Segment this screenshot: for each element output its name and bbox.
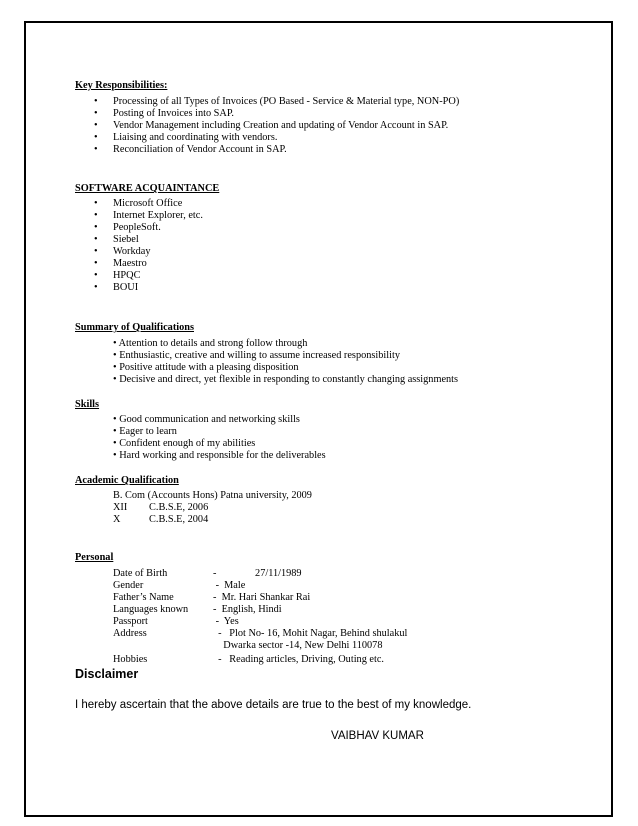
list-item: • Decisive and direct, yet flexible in responding to constantly changing assignments [113,374,459,385]
personal-heading: Personal [75,552,114,563]
personal-value: - Mr. Hari Shankar Rai [213,592,311,603]
academic-row: XII [113,502,128,513]
signature-name: VAIBHAV KUMAR [331,730,424,742]
academic-row: B. Com (Accounts Hons) Patna university, 2009 [113,490,312,501]
list-item: • Hard working and responsible for the deliverables [113,450,326,461]
academic-row: X [113,514,121,525]
personal-label: Languages known [113,604,189,615]
personal-label: Date of Birth [113,568,168,579]
personal-value: - Reading articles, Driving, Outing etc. [213,654,384,665]
disclaimer-heading: Disclaimer [75,667,139,681]
skills-heading: Skills [75,399,100,410]
academic-board: C.B.S.E, 2004 [149,514,209,525]
list-item: • Attention to details and strong follow through [113,338,308,349]
personal-label: Father’s Name [113,592,174,603]
personal-value: - Plot No- 16, Mohit Nagar, Behind shulakul [213,628,408,639]
personal-label: Passport [113,616,148,627]
list-item: • Positive attitude with a pleasing disposition [113,362,299,373]
summary-list [113,338,458,386]
summary-heading: Summary of Qualifications [75,322,194,333]
key-responsibilities-heading: Key Responsibilities: [75,80,168,91]
academic-heading: Academic Qualification [75,475,179,486]
personal-value: Dwarka sector -14, New Delhi 110078 [213,640,383,651]
list-item: • Eager to learn [113,426,177,437]
list-item: • Good communication and networking skills [113,414,300,425]
personal-label: Address [113,628,147,639]
personal-label: Hobbies [113,654,148,665]
disclaimer-text: I hereby ascertain that the above details are true to the best of my knowledge. [75,699,472,711]
academic-board: C.B.S.E, 2006 [149,502,209,513]
personal-value: - English, Hindi [213,604,282,615]
personal-value: - Male [213,580,246,591]
personal-value: - Yes [213,616,239,627]
list-item: • Enthusiastic, creative and willing to assume increased responsibility [113,350,400,361]
skills-list [113,414,326,462]
personal-label: Gender [113,580,144,591]
list-item: • Confident enough of my abilities [113,438,256,449]
personal-value: - 27/11/1989 [213,568,302,579]
software-heading: SOFTWARE ACQUAINTANCE [75,183,220,194]
